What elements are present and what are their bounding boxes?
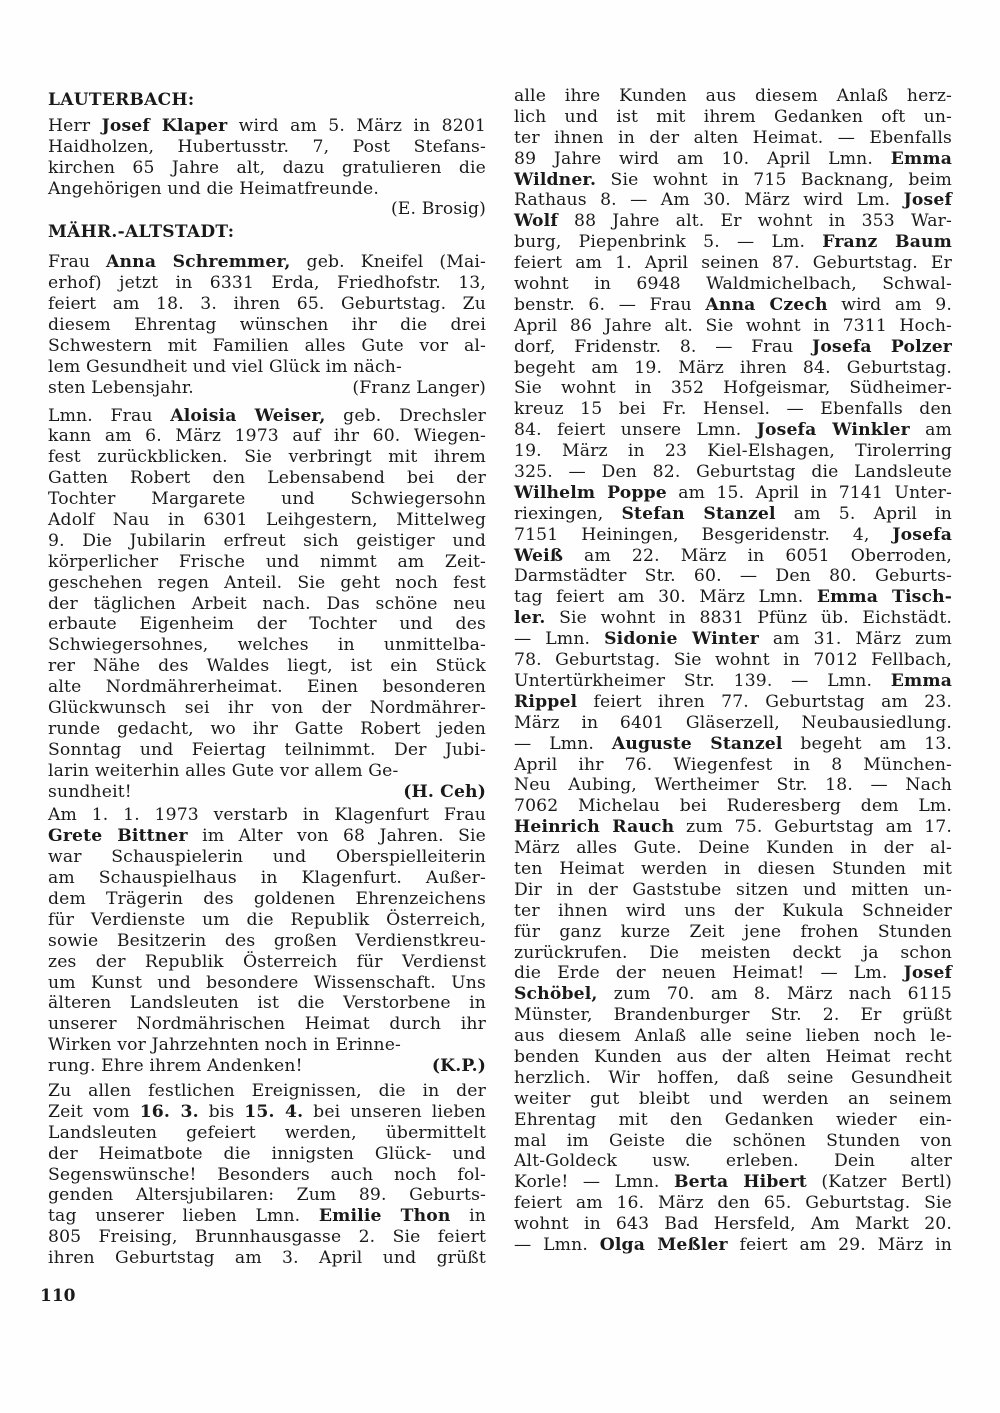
text-line: Heinrich Rauch zum 75. Geburtstag am 17. — [514, 817, 952, 838]
page-number: 110 — [40, 1286, 76, 1306]
text-line: aus diesem Anlaß alle seine lieben noch le- — [514, 1026, 952, 1047]
text-line: Schwiegersohnes, welches in unmittelba- — [48, 635, 486, 656]
text-line: Gatten Robert den Lebensabend bei der — [48, 468, 486, 489]
text-line: der täglichen Arbeit nach. Das schöne neu — [48, 593, 486, 614]
person-name: Josefa — [892, 524, 952, 545]
text-line: Glückwunsch sei ihr von der Nordmährer- — [48, 697, 486, 718]
text-line: dorf, Fridenstr. 8. — Frau Josefa Polzer — [514, 336, 952, 357]
person-name: Stefan Stanzel — [621, 503, 776, 524]
text-line: Rathaus 8. — Am 30. März wird Lm. Josef — [514, 190, 952, 211]
text-line: begeht am 19. März ihren 84. Geburtstag. — [514, 357, 952, 378]
person-name: 16. 3. — [139, 1101, 199, 1122]
paragraph-bittner-last-line — [48, 1056, 486, 1077]
text-line: Darmstädter Str. 60. — Den 80. Geburts- — [514, 566, 952, 587]
last-line-text: sundheit! — [48, 781, 132, 802]
person-name: Emilie Thon — [318, 1206, 451, 1227]
text-line: kirchen 65 Jahre alt, dazu gratulieren die — [48, 157, 486, 178]
text-line: April 86 Jahre alt. Sie wohnt in 7311 Hoch- — [514, 315, 952, 336]
person-name: Heinrich Rauch — [514, 817, 675, 838]
text-line: weiter gut bleibt und werden an seinem — [514, 1088, 952, 1109]
text-line: Angehörigen und die Heimatfreunde. — [48, 178, 379, 199]
text-line: herzlich. Wir hoffen, daß seine Gesundheit — [514, 1067, 952, 1088]
person-name: Wilhelm Poppe — [514, 482, 667, 503]
person-name: Josefa Polzer — [812, 336, 952, 357]
text-line: wohnt in 643 Bad Hersfeld, Am Markt 20. — [514, 1214, 952, 1235]
text-line: Segenswünsche! Besonders auch noch fol- — [48, 1164, 486, 1185]
text-line: Grete Bittner im Alter von 68 Jahren. Sie — [48, 826, 487, 847]
person-name: Josef — [903, 963, 952, 984]
person-name: Emma Tisch- — [816, 587, 952, 608]
text-line: März alles Gute. Deine Kunden in der al- — [514, 838, 952, 859]
text-line: Herr Josef Klaper wird am 5. März in 8201 — [48, 115, 486, 136]
text-line: 89 Jahre wird am 10. April Lmn. Emma — [514, 148, 952, 169]
text-line: April ihr 76. Wiegenfest in 8 München- — [514, 754, 952, 775]
person-name: 15. 4. — [244, 1101, 304, 1122]
text-line: — Lmn. Olga Meßler feiert am 29. März in — [514, 1234, 952, 1255]
text-line: runde gedacht, wo ihr Gatte Robert jeden — [48, 718, 486, 739]
text-line: feiert am 16. März den 65. Geburtstag. Sie — [514, 1193, 952, 1214]
text-line: älteren Landsleuten ist die Verstorbene in — [48, 993, 486, 1014]
text-line: zes der Republik Österreich für Verdienst — [48, 951, 486, 972]
text-line: körperlicher Frische und nimmt am Zeit- — [48, 551, 486, 572]
right-column — [514, 86, 952, 1256]
text-line: genden Altersjubilaren: Zum 89. Geburts- — [48, 1185, 486, 1206]
text-line: Landsleuten gefeiert werden, übermittelt — [48, 1122, 486, 1143]
text-line: Frau Anna Schremmer, geb. Kneifel (Mai- — [48, 252, 487, 273]
text-line: Wirken vor Jahrzehnten noch in Erinne- — [48, 1035, 402, 1056]
text-line: lem Gesundheit und viel Glück im näch- — [48, 356, 402, 377]
text-line: 7062 Michelau bei Ruderesberg dem Lm. — [514, 796, 952, 817]
text-line: — Lmn. Sidonie Winter am 31. März zum — [514, 629, 952, 650]
person-name: Josefa Winkler — [756, 420, 910, 441]
text-line: benden Kunden aus der alten Heimat recht — [514, 1046, 952, 1067]
text-line: Wolf 88 Jahre alt. Er wohnt in 353 War- — [514, 211, 952, 232]
person-name: Schöbel, — [514, 984, 598, 1005]
person-name: Wildner. — [514, 169, 597, 190]
text-line: wohnt in 6948 Waldmichelbach, Schwal- — [514, 274, 952, 295]
person-name: Rippel — [514, 691, 578, 712]
text-line: larin weiterhin alles Gute vor allem Ge- — [48, 760, 399, 781]
text-line: ter ihnen in der alten Heimat. — Ebenfalls — [514, 127, 952, 148]
text-line: ten Heimat werden in diesen Stunden mit — [514, 858, 952, 879]
text-line: mal im Geiste die schönen Stunden von — [514, 1130, 952, 1151]
person-name: Berta Hibert — [673, 1172, 807, 1193]
signature-brosig: (E. Brosig) — [390, 199, 486, 220]
paragraph-weiser-last-line — [48, 782, 486, 803]
text-line: 7151 Heiningen, Besgeridenstr. 4, Josefa — [514, 524, 952, 545]
paragraph-bittner — [48, 805, 486, 1056]
person-name: ler. — [514, 608, 546, 629]
text-line: ihren Geburtstag am 3. April und grüßt — [48, 1248, 486, 1269]
text-line: Wilhelm Poppe am 15. April in 7141 Unter- — [514, 482, 952, 503]
paragraph-jubilare-list — [514, 86, 952, 1256]
text-line: 9. Die Jubilarin erfreut sich geistiger und — [48, 530, 486, 551]
text-line: dem Trägerin des goldenen Ehrenzeichens — [48, 888, 486, 909]
text-line: erhof) jetzt in 6331 Erda, Friedhofstr. 13, — [48, 273, 486, 294]
person-name: Grete Bittner — [48, 826, 188, 847]
person-name: Emma — [890, 148, 952, 169]
text-line: benstr. 6. — Frau Anna Czech wird am 9. — [514, 294, 952, 315]
text-line: geschehen regen Anteil. Sie geht noch fest — [48, 572, 486, 593]
text-line: erbaute Eigenheim der Tochter und des — [48, 614, 486, 635]
text-line: Haidholzen, Hubertusstr. 7, Post Stefans- — [48, 136, 486, 157]
text-line: am Schauspielhaus in Klagenfurt. Außer- — [48, 868, 486, 889]
text-line: Ehrentag mit den Gedanken wieder ein- — [514, 1109, 952, 1130]
text-line: feiert am 18. 3. ihren 65. Geburtstag. Zu — [48, 294, 486, 315]
text-line: feiert am 1. April seinen 87. Geburtstag. Er — [514, 253, 952, 274]
text-line: 325. — Den 82. Geburtstag die Landsleute — [514, 462, 952, 483]
person-name: Emma — [890, 670, 952, 691]
text-line: unserer Nordmährischen Heimat durch ihr — [48, 1014, 486, 1035]
text-line: kann am 6. März 1973 auf ihr 60. Wiegen- — [48, 426, 486, 447]
person-name: Weiß — [514, 545, 564, 566]
text-line: Neu Aubing, Wertheimer Str. 18. — Nach — [514, 775, 952, 796]
text-line: diesem Ehrentag wünschen ihr die drei — [48, 314, 486, 335]
text-line: 19. März in 23 Kiel-Elshagen, Tirolerring — [514, 441, 952, 462]
paragraph-schremmer — [48, 252, 486, 377]
person-name: Auguste Stanzel — [611, 733, 783, 754]
text-line: alte Nordmährerheimat. Einen besonderen — [48, 677, 486, 698]
text-line: für ganz kurze Zeit jene frohen Stunden — [514, 921, 952, 942]
person-name: Olga Meßler — [599, 1234, 728, 1255]
paragraph-festliche-ereignisse — [48, 1081, 486, 1269]
text-line: der Heimatbote die innigsten Glück- und — [48, 1143, 486, 1164]
section-heading-lauterbach: LAUTERBACH: — [48, 90, 195, 110]
text-line: — Lmn. Auguste Stanzel begeht am 13. — [514, 733, 952, 754]
text-line: März in 6401 Gläserzell, Neubausiedlung. — [514, 712, 952, 733]
text-line: riexingen, Stefan Stanzel am 5. April in — [514, 503, 952, 524]
text-line: Rippel feiert ihren 77. Geburtstag am 23. — [514, 691, 952, 712]
person-name: Josef — [903, 190, 952, 211]
text-line: Schöbel, zum 70. am 8. März nach 6115 — [514, 984, 952, 1005]
text-line: Wildner. Sie wohnt in 715 Backnang, beim — [514, 169, 952, 190]
text-line: Sie wohnt in 352 Hofgeismar, Südheimer- — [514, 378, 952, 399]
paragraph-klaper — [48, 116, 486, 200]
text-line: Tochter Margarete und Schwiegersohn — [48, 489, 486, 510]
text-line: für Verdienste um die Republik Österreich, — [48, 909, 486, 930]
text-line: Alt-Goldeck usw. erleben. Dein alter — [514, 1151, 952, 1172]
text-line: Lmn. Frau Aloisia Weiser, geb. Drechsler — [48, 405, 487, 426]
text-line: um Kunst und besondere Wissenschaft. Uns — [48, 972, 486, 993]
text-line: Zu allen festlichen Ereignissen, die in der — [48, 1081, 486, 1101]
text-line: Korle! — Lmn. Berta Hibert (Katzer Bertl) — [514, 1172, 953, 1193]
person-name: Sidonie Winter — [604, 629, 759, 650]
signature-kp: (K.P.) — [431, 1056, 486, 1077]
text-line: war Schauspielerin und Oberspielleiterin — [48, 847, 486, 868]
text-line: ler. Sie wohnt in 8831 Pfünz üb. Eichstädt. — [514, 608, 952, 629]
text-line: tag feiert am 30. März Lmn. Emma Tisch- — [514, 587, 952, 608]
text-line: fest zurückblicken. Sie verbringt mit ihrem — [48, 447, 486, 468]
text-line: Adolf Nau in 6301 Leihgestern, Mittelweg — [48, 509, 486, 530]
text-line: tag unserer lieben Lmn. Emilie Thon in — [48, 1206, 486, 1227]
text-line: Zeit vom 16. 3. bis 15. 4. bei unseren lieben — [48, 1101, 487, 1122]
person-name: Anna Schremmer, — [106, 252, 291, 273]
text-line: alle ihre Kunden aus diesem Anlaß herz- — [514, 86, 952, 106]
text-line: Schwestern mit Familien alles Gute vor al- — [48, 335, 486, 356]
paragraph-schremmer-last-line — [48, 378, 486, 399]
text-line: Dir in der Gaststube sitzen und mitten un- — [514, 879, 952, 900]
section-heading-altstadt: MÄHR.-ALTSTADT: — [48, 222, 235, 243]
text-line: Sonntag und Feiertag teilnimmt. Der Jubi- — [48, 739, 486, 760]
text-line: Münster, Brandenburger Str. 2. Er grüßt — [514, 1005, 952, 1026]
paragraph-weiser — [48, 406, 486, 782]
text-line: Weiß am 22. März in 6051 Oberroden, — [514, 545, 952, 566]
text-line: Am 1. 1. 1973 verstarb in Klagenfurt Frau — [48, 805, 486, 826]
text-line: rer Nähe des Waldes liegt, ist ein Stück — [48, 656, 486, 677]
person-name: Josef Klaper — [101, 115, 228, 136]
text-line: 805 Freising, Brunnhausgasse 2. Sie feiert — [48, 1227, 486, 1248]
text-line: burg, Piepenbrink 5. — Lm. Franz Baum — [514, 232, 953, 253]
person-name: Wolf — [514, 211, 558, 232]
text-line: ter ihnen wird uns der Kukula Schneider — [514, 900, 952, 921]
signature-langer: (Franz Langer) — [352, 377, 486, 398]
left-column — [48, 86, 486, 1269]
last-line-text: rung. Ehre ihrem Andenken! — [48, 1056, 303, 1077]
text-line: kreuz 15 bei Fr. Hensel. — Ebenfalls den — [514, 399, 952, 420]
text-line: 78. Geburtstag. Sie wohnt in 7012 Fellbach, — [514, 650, 952, 671]
person-name: Anna Czech — [705, 294, 828, 315]
signature-ceh: (H. Ceh) — [403, 781, 486, 802]
text-line: lich und ist mit ihrem Gedanken oft un- — [514, 106, 952, 127]
person-name: Aloisia Weiser, — [170, 405, 326, 426]
text-line: zurückrufen. Die meisten deckt ja schon — [514, 942, 952, 963]
text-line: 84. feiert unsere Lmn. Josefa Winkler am — [514, 420, 952, 441]
text-line: Untertürkheimer Str. 139. — Lmn. Emma — [514, 670, 952, 691]
text-line: sowie Besitzerin des großen Verdienstkreu- — [48, 930, 486, 951]
person-name: Franz Baum — [822, 232, 953, 253]
last-line-text: sten Lebensjahr. — [48, 377, 194, 398]
text-line: die Erde der neuen Heimat! — Lm. Josef — [514, 963, 952, 984]
